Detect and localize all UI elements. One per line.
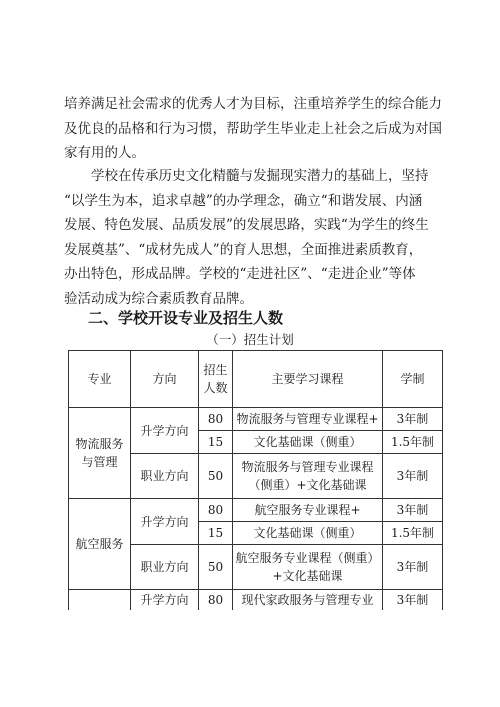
table-row <box>69 499 443 522</box>
header-enrollment: 招生人数 <box>199 351 233 408</box>
section-heading: 二、学校开设专业及招生人数 <box>88 309 284 327</box>
duration-cell: 3年制 <box>383 590 443 611</box>
table-row <box>69 590 443 611</box>
enrollment-cell: 15 <box>199 522 233 545</box>
text-line: 发展奠基”、“成材先成人”的育人思想，全面推进素质教育， <box>64 241 423 258</box>
philosophy-paragraph <box>64 164 444 311</box>
text-line: 发展、特色发展、品质发展”的发展思路，实践“为学生的终生 <box>64 217 429 233</box>
enrollment-plan-table <box>68 350 443 610</box>
text-line: 验活动成为综合素质教育品牌。 <box>64 290 253 307</box>
table-header-row <box>69 351 443 408</box>
enrollment-cell: 15 <box>199 431 233 454</box>
table-row <box>69 408 443 431</box>
header-major: 专业 <box>69 351 131 408</box>
major-cell: 航空服务 <box>69 499 131 590</box>
direction-cell: 职业方向 <box>131 545 199 590</box>
direction-cell: 升学方向 <box>131 590 199 611</box>
text-line: 家有用的人。 <box>64 145 145 161</box>
enrollment-cell: 80 <box>199 408 233 431</box>
major-cell: 物流服务与管理 <box>69 408 131 499</box>
text-line: “以学生为本，追求卓越”的办学理念，确立“和谐发展、内涵 <box>64 192 423 209</box>
duration-cell: 3年制 <box>383 545 443 590</box>
text-line: 培养满足社会需求的优秀人才为目标，注重培养学生的综合能力 <box>64 96 442 112</box>
duration-cell: 3年制 <box>383 499 443 522</box>
course-cell: 现代家政服务与管理专业 <box>233 590 383 611</box>
direction-cell: 职业方向 <box>131 454 199 499</box>
direction-cell: 升学方向 <box>131 499 199 545</box>
duration-cell: 1.5年制 <box>383 431 443 454</box>
table-title: （一）招生计划 <box>206 332 294 347</box>
course-cell: 文化基础课（侧重） <box>233 431 383 454</box>
text-line: 及优良的品格和行为习惯，帮助学生毕业走上社会之后成为对国 <box>64 120 442 137</box>
text-line: 办出特色，形成品牌。学校的“走进社区”、“走进企业”等体 <box>64 266 416 282</box>
header-direction: 方向 <box>131 351 199 408</box>
course-cell: 物流服务与管理专业课程+ <box>233 408 383 431</box>
course-cell: 文化基础课（侧重） <box>233 522 383 545</box>
enrollment-cell: 50 <box>199 454 233 499</box>
enrollment-cell: 80 <box>199 499 233 522</box>
enrollment-cell: 80 <box>199 590 233 611</box>
course-cell: 航空服务专业课程+ <box>233 499 383 522</box>
header-duration: 学制 <box>383 351 443 408</box>
major-cell <box>69 590 131 611</box>
duration-cell: 3年制 <box>383 454 443 499</box>
intro-paragraph <box>64 92 444 166</box>
duration-cell: 3年制 <box>383 408 443 431</box>
course-cell: 航空服务专业课程（侧重）+文化基础课 <box>233 545 383 590</box>
duration-cell: 1.5年制 <box>383 522 443 545</box>
course-cell: 物流服务与管理专业课程（侧重）+文化基础课 <box>233 454 383 499</box>
enrollment-cell: 50 <box>199 545 233 590</box>
text-line: 学校在传承历史文化精髓与发掘现实潜力的基础上，坚持 <box>64 168 429 184</box>
header-courses: 主要学习课程 <box>233 351 383 408</box>
direction-cell: 升学方向 <box>131 408 199 454</box>
